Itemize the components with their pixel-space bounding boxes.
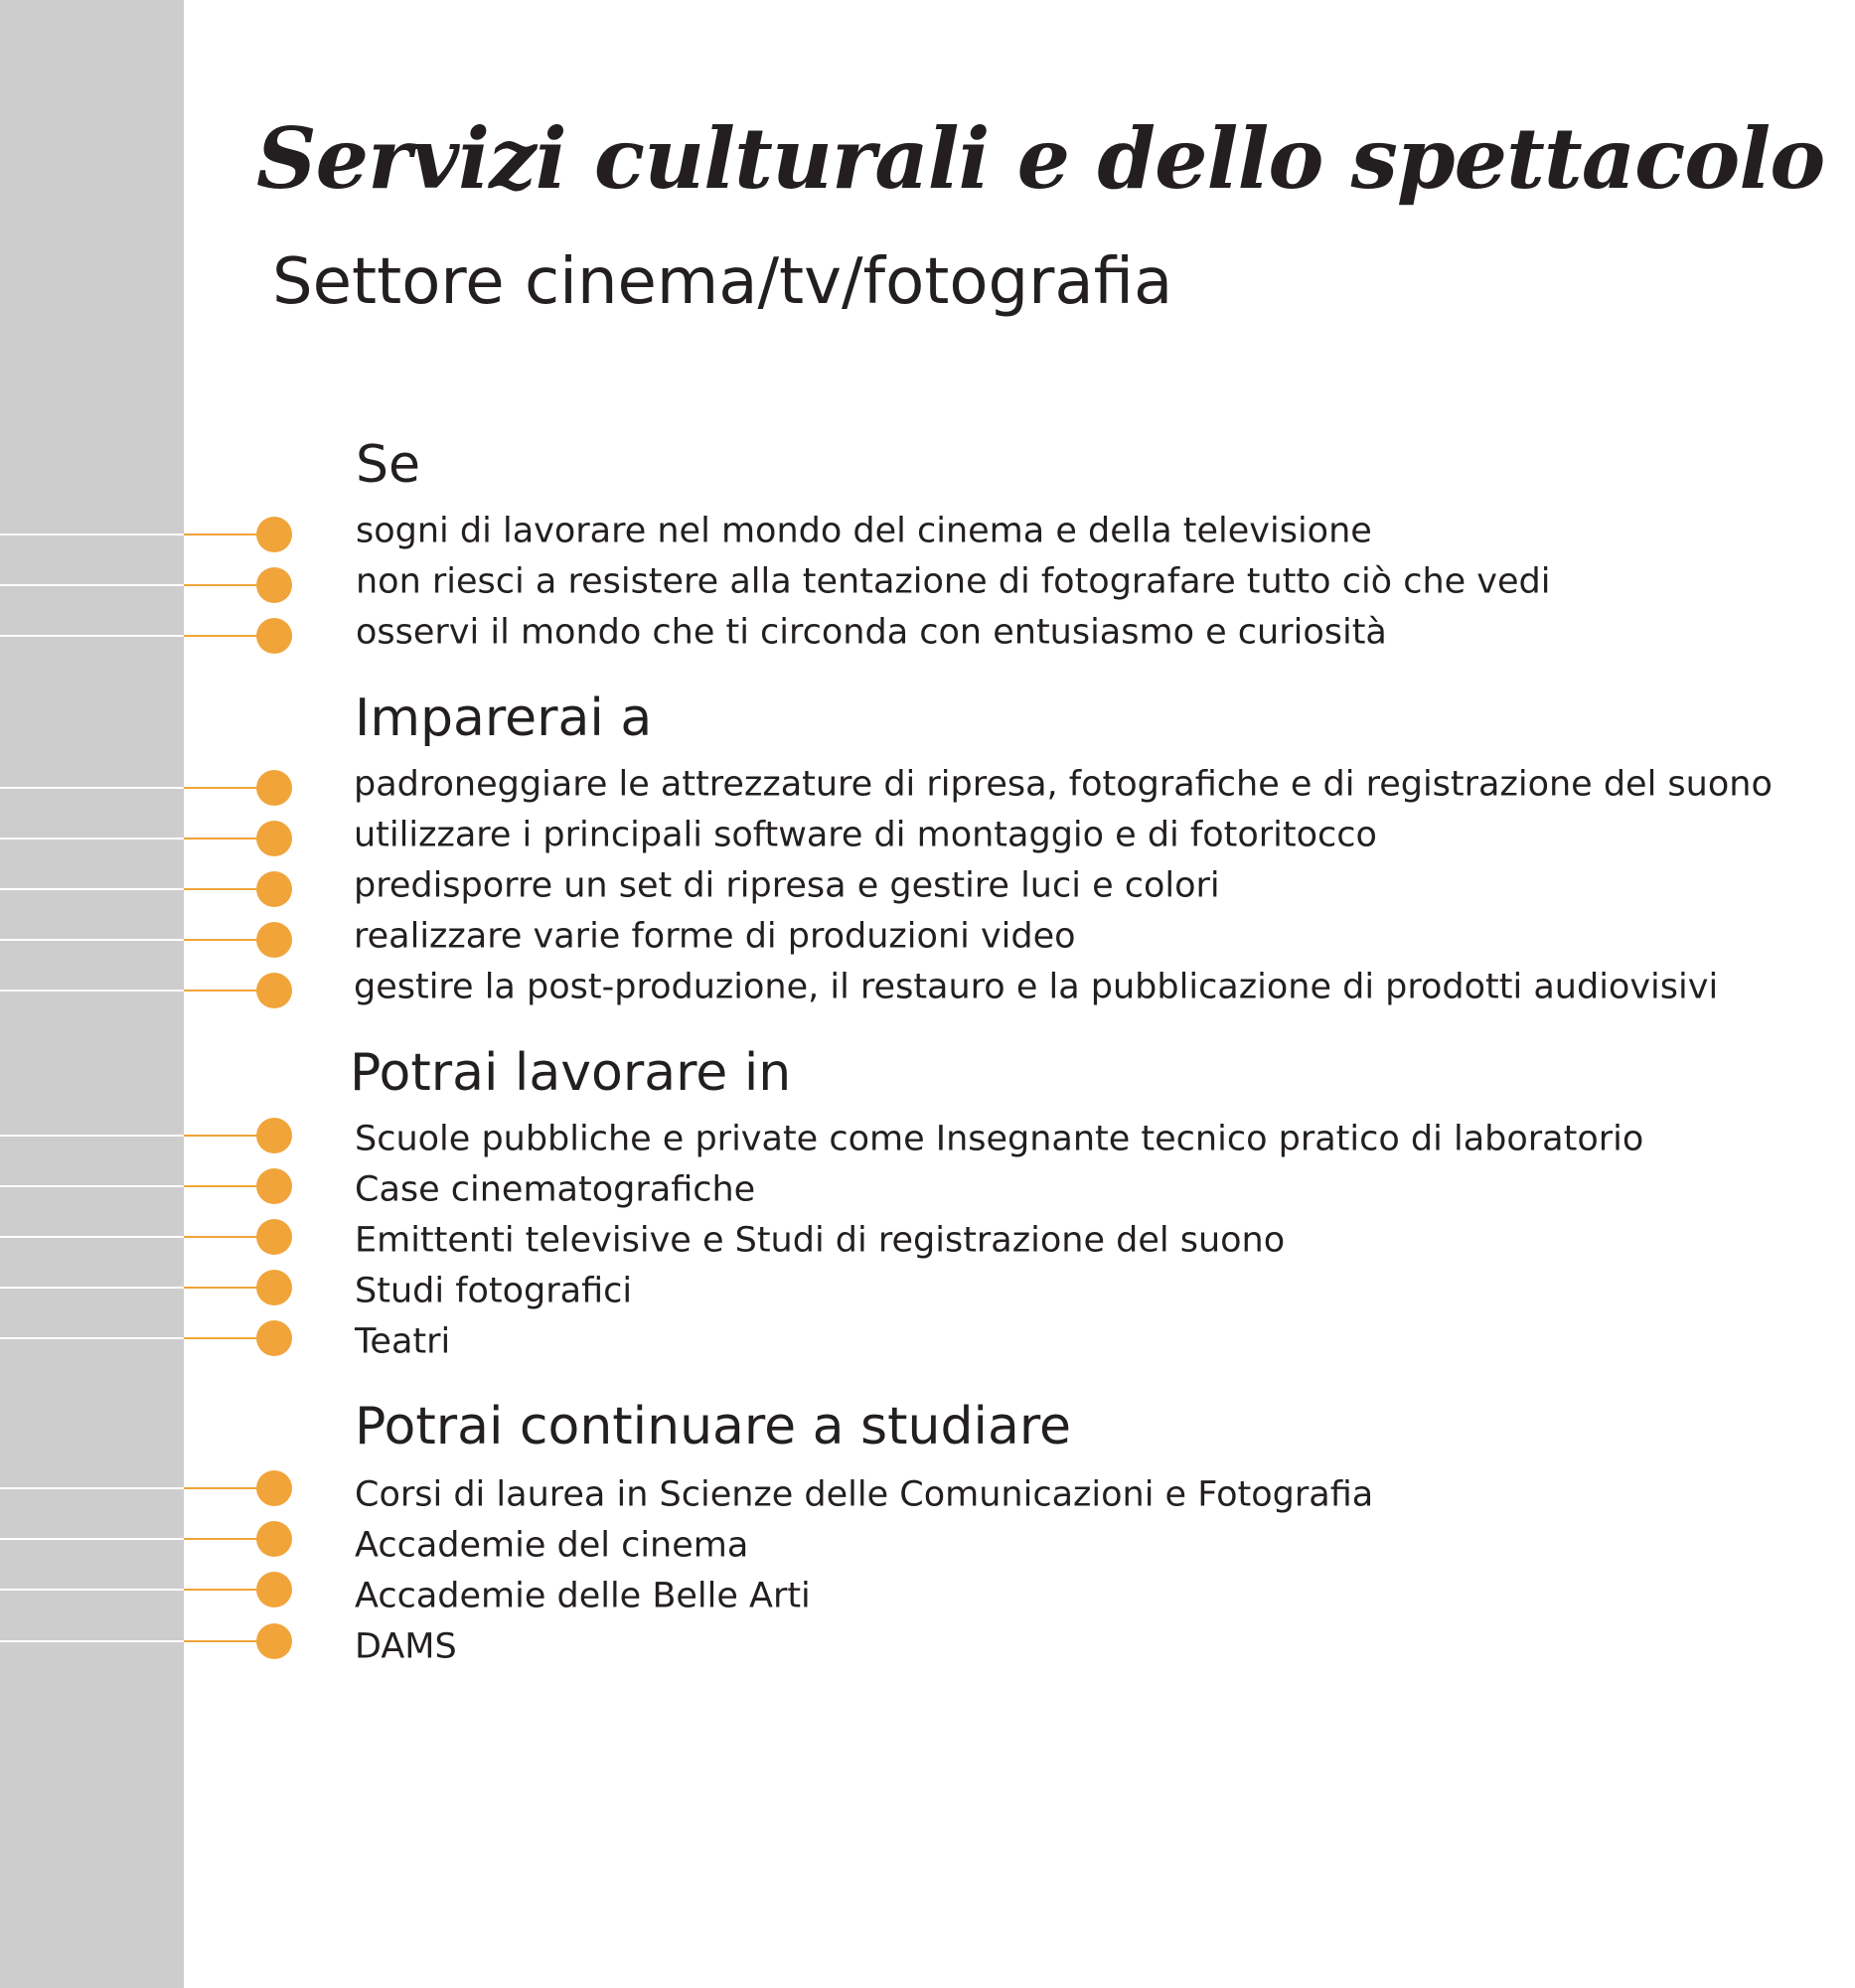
bullet-dot <box>256 973 292 1008</box>
bullet-dot <box>256 1470 292 1506</box>
bullet-dot <box>256 1572 292 1607</box>
list-item: Accademie delle Belle Arti <box>355 1576 811 1616</box>
left-sidebar-strip <box>0 0 184 1988</box>
list-item: osservi il mondo che ti circonda con entusiasmo e curiosità <box>356 612 1387 653</box>
section-heading-se: Se <box>356 435 420 495</box>
bullet-dot <box>256 871 292 907</box>
list-item: realizzare varie forme di produzioni video <box>354 916 1076 957</box>
section-heading-studiare: Potrai continuare a studiare <box>355 1397 1072 1456</box>
bullet-dot <box>256 922 292 958</box>
bullet-dot <box>256 1270 292 1305</box>
bullet-dot <box>256 1320 292 1356</box>
list-item: gestire la post-produzione, il restauro e la pubblicazione di prodotti audiovisivi <box>354 967 1719 1007</box>
bullet-dot <box>256 1219 292 1255</box>
list-item: Studi fotografici <box>355 1271 633 1311</box>
list-item: predisporre un set di ripresa e gestire luci e colori <box>354 865 1220 906</box>
bullet-dot <box>256 567 292 603</box>
bullet-dot <box>256 517 292 552</box>
list-item: DAMS <box>355 1626 457 1667</box>
list-item: utilizzare i principali software di montaggio e di fotoritocco <box>354 815 1377 855</box>
list-item: Corsi di laurea in Scienze delle Comunicazioni e Fotografia <box>355 1474 1374 1515</box>
bullet-dot <box>256 1168 292 1204</box>
list-item: sogni di lavorare nel mondo del cinema e della televisione <box>356 511 1372 551</box>
bullet-dot <box>256 618 292 654</box>
list-item: Teatri <box>355 1321 451 1362</box>
bullet-dot <box>256 1623 292 1659</box>
list-item: Accademie del cinema <box>355 1525 749 1566</box>
list-item: Scuole pubbliche e private come Insegnante tecnico pratico di laboratorio <box>355 1119 1644 1159</box>
list-item: padroneggiare le attrezzature di ripresa, fotografiche e di registrazione del suono <box>354 764 1773 805</box>
list-item: Emittenti televisive e Studi di registrazione del suono <box>355 1220 1286 1261</box>
list-item: Case cinematografiche <box>355 1169 756 1210</box>
section-heading-imparerai: Imparerai a <box>355 688 653 748</box>
list-item: non riesci a resistere alla tentazione di fotografare tutto ciò che vedi <box>356 561 1551 602</box>
bullet-dot <box>256 770 292 806</box>
bullet-dot <box>256 821 292 856</box>
page-title: Servizi culturali e dello spettacolo <box>256 109 1825 208</box>
bullet-dot <box>256 1118 292 1153</box>
section-heading-lavorare: Potrai lavorare in <box>350 1043 792 1103</box>
page-subtitle: Settore cinema/tv/fotografia <box>272 245 1173 319</box>
bullet-dot <box>256 1521 292 1557</box>
